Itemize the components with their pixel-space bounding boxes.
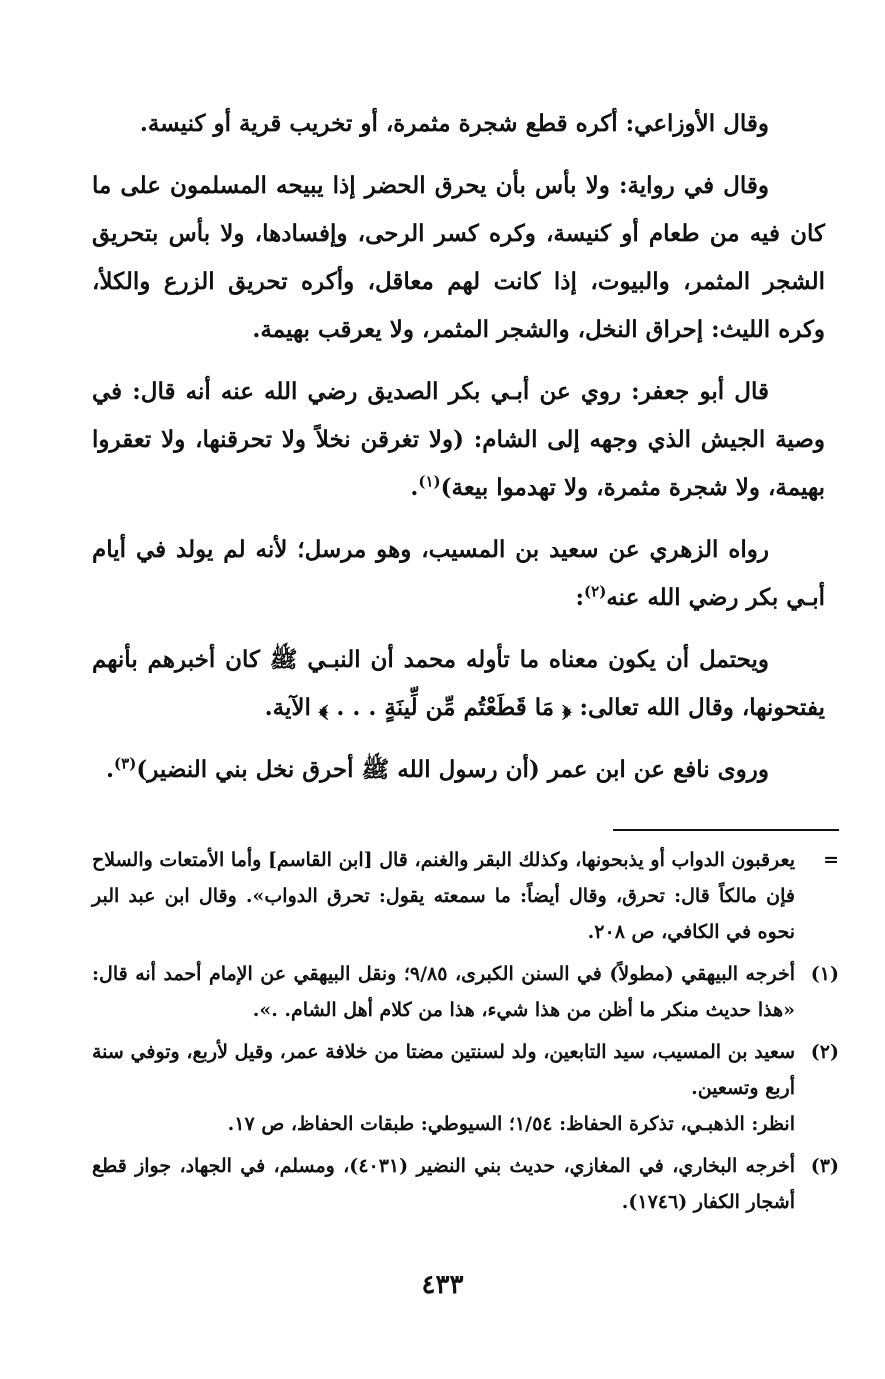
paragraph-riwaya — [92, 162, 825, 354]
paragraph-awzai — [92, 100, 825, 148]
footnote-ref-3: (٣) — [114, 754, 137, 773]
paragraph-yahtamil — [92, 636, 825, 732]
paragraph-end: : — [575, 584, 585, 611]
footnote-ref-1: (١) — [418, 472, 441, 491]
footnote-continuation — [92, 842, 839, 950]
paragraph-text: وقال الأوزاعي: أكره قطع شجرة مثمرة، أو تخريب قرية أو كنيسة. — [139, 110, 769, 137]
paragraph-zuhri — [92, 526, 825, 622]
footnote-3 — [92, 1148, 839, 1220]
footnote-1 — [92, 956, 839, 1028]
paragraph-text: وروى نافع عن ابن عمر (أن رسول الله ﷺ أحرق نخل بني النضير) — [136, 756, 769, 783]
main-text — [92, 100, 825, 808]
footnote-text: أخرجه البخاري، في المغازي، حديث بني النضير (٤٠٣١)، ومسلم، في الجهاد، جواز قطع أشجار الكفار (١٧٤٦). — [92, 1155, 795, 1213]
paragraph-text: وقال في رواية: ولا بأس بأن يحرق الحضر إذا يبيحه المسلمون على ما كان فيه من طعام أو كنيسة، وكره كسر الرحى، وإفسادها، ولا بأس بتحريق الشجر المثمر، والبيوت، إذا كانت لهم معاقل، وأكره تحريق الزرع والكلأ، وكره الليث: إحراق النخل، والشجر المثمر، ولا يعرقب بهيمة. — [92, 172, 825, 343]
paragraph-text: رواه الزهري عن سعيد بن المسيب، وهو مرسل؛ لأنه لم يولد في أيام أبـي بكر رضي الله عنه — [92, 536, 825, 611]
continuation-marker: = — [823, 849, 839, 871]
footnote-number: (٢) — [810, 1041, 839, 1063]
paragraph-nafi — [92, 746, 825, 794]
footnote-text: سعيد بن المسيب، سيد التابعين، ولد لسنتين مضتا من خلافة عمر، وقيل لأربع، وتوفي سنة أربع وتسعين. — [92, 1041, 795, 1099]
footnotes — [92, 842, 839, 1226]
footnote-divider — [613, 829, 839, 831]
paragraph-abu-jafar — [92, 368, 825, 512]
footnote-2 — [92, 1034, 839, 1142]
footnote-text: يعرقبون الدواب أو يذبحونها، وكذلك البقر والغنم، قال [ابن القاسم] وأما الأمتعات والسلاح فإن مالكاً قال: تحرق، وقال أيضاً: ما سمعته يقول: تحرق الدواب». وقال ابن عبد البر نحوه في الكافي، ص ٢٠٨. — [92, 849, 795, 943]
paragraph-text: قال أبو جعفر: روي عن أبـي بكر الصديق رضي الله عنه أنه قال: في وصية الجيش الذي وجهه إلى الشام: (ولا تغرقن نخلاً ولا تحرقنها، ولا تعقروا بهيمة، ولا شجرة مثمرة، ولا تهدموا بيعة) — [92, 378, 825, 501]
footnote-number: (١) — [810, 963, 839, 985]
footnote-ref-2: (٢) — [584, 582, 607, 601]
page-number: ٤٣٣ — [421, 1270, 464, 1300]
paragraph-end: . — [106, 756, 115, 783]
paragraph-text: ويحتمل أن يكون معناه ما تأوله محمد أن النبـي ﷺ كان أخبرهم بأنهم يفتحونها، وقال الله تعالى: ﴿ مَا قَطَعْتُم مِّن لِّينَةٍ . . . ﴾ الآية. — [92, 646, 825, 721]
paragraph-end: . — [410, 474, 419, 501]
footnote-text: أخرجه البيهقي (مطولاً) في السنن الكبرى، ٩/٨٥؛ ونقل البيهقي عن الإمام أحمد أنه قال: «هذا حديث منكر ما أظن من هذا شيء، هذا من كلام أهل الشام. .». — [92, 963, 795, 1021]
footnote-number: (٣) — [810, 1155, 839, 1177]
footnote-reference-line: انظر: الذهبـي، تذكرة الحفاظ: ١/٥٤؛ السيوطي: طبقات الحفاظ، ص ١٧. — [227, 1113, 795, 1135]
